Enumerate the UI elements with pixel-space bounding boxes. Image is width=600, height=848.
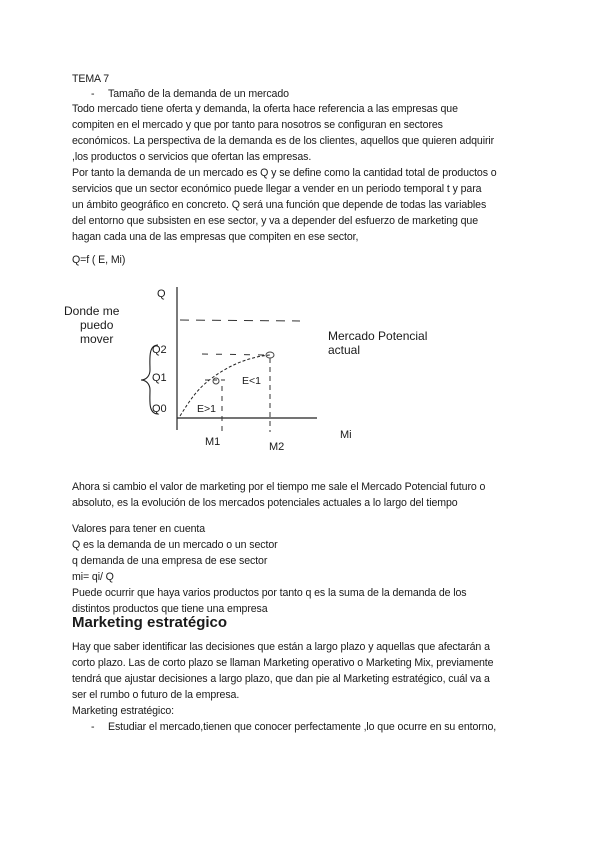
note-line: puedo xyxy=(80,318,114,332)
paragraph-line: Hay que saber identificar las decisiones que están a largo plazo y aquellas que afectarán a xyxy=(72,641,490,653)
paragraph-line: Ahora si cambio el valor de marketing por el tiempo me sale el Mercado Potencial futuro o xyxy=(72,481,486,493)
demand-formula: Q=f ( E, Mi) xyxy=(72,254,126,266)
values-line: q demanda de una empresa de ese sector xyxy=(72,555,268,567)
elasticity-high-label: E>1 xyxy=(197,403,216,415)
values-line: distintos productos que tiene una empresa xyxy=(72,603,268,615)
q2-dashed-line xyxy=(202,354,268,355)
future-market-line xyxy=(180,320,300,321)
paragraph-line: tendrá que ajustar decisiones a largo plazo, que dan pie al Marketing estratégico, cuál va a xyxy=(72,673,490,685)
market-label: Mercado Potencial xyxy=(328,329,428,343)
elasticity-low-label: E<1 xyxy=(242,375,261,387)
paragraph-line: servicios que un sector económico puede llegar a vender en un periodo temporal t y para xyxy=(72,183,482,195)
paragraph-line: económicos. La perspectiva de la demanda es de los clientes, aquellos que quieren adquirir xyxy=(72,135,495,147)
market-label: actual xyxy=(328,343,361,357)
section-heading: Marketing estratégico xyxy=(72,614,228,631)
paragraph-line: ,los productos o servicios que ofertan las empresas. xyxy=(72,151,312,163)
m1-point xyxy=(213,378,219,384)
x-axis-label: Mi xyxy=(340,429,352,441)
topic-number: TEMA 7 xyxy=(72,73,110,85)
paragraph-line: un ámbito geográfico en concreto. Q será una función que depende de todas las variables xyxy=(72,199,487,211)
paragraph-line: absoluto, es la evolución de los mercados potenciales actuales a lo largo del tiempo xyxy=(72,497,458,509)
paragraph-line: hagan cada una de las empresas que compiten en ese sector, xyxy=(72,231,359,243)
q1-label: Q1 xyxy=(152,372,167,384)
bullet-dash: - xyxy=(91,88,95,100)
list-item: Estudiar el mercado,tienen que conocer perfectamente ,lo que ocurre en su entorno, xyxy=(108,721,497,733)
paragraph-line: del entorno que subsisten en ese sector, y va a depender del esfuerzo de marketing que xyxy=(72,215,479,227)
values-title: Valores para tener en cuenta xyxy=(72,523,206,535)
paragraph-line: corto plazo. Las de corto plazo se llaman Marketing operativo o Marketing Mix, previamente xyxy=(72,657,494,669)
values-line: Q es la demanda de un mercado o un sector xyxy=(72,539,278,551)
m2-label: M2 xyxy=(269,441,285,453)
bullet-dash: - xyxy=(91,721,95,733)
paragraph-line: ser el rumbo o futuro de la empresa. xyxy=(72,689,240,701)
values-line: mi= qi/ Q xyxy=(72,571,114,583)
note-line: Donde me xyxy=(64,304,120,318)
m1-label: M1 xyxy=(205,436,221,448)
subsection-title: Marketing estratégico: xyxy=(72,705,175,717)
paragraph-line: Todo mercado tiene oferta y demanda, la oferta hace referencia a las empresas que xyxy=(72,103,458,115)
q2-label: Q2 xyxy=(152,344,167,356)
values-line: Puede ocurrir que haya varios productos por tanto q es la suma de la demanda de los xyxy=(72,587,467,599)
y-axis-label: Q xyxy=(157,288,166,300)
topic-title: Tamaño de la demanda de un mercado xyxy=(108,88,289,100)
paragraph-line: Por tanto la demanda de un mercado es Q y se define como la cantidad total de productos o xyxy=(72,167,497,179)
paragraph-line: compiten en el mercado y que por tanto para nosotros se configuran en sectores xyxy=(72,119,443,131)
note-line: mover xyxy=(80,332,114,346)
q0-label: Q0 xyxy=(152,403,167,415)
